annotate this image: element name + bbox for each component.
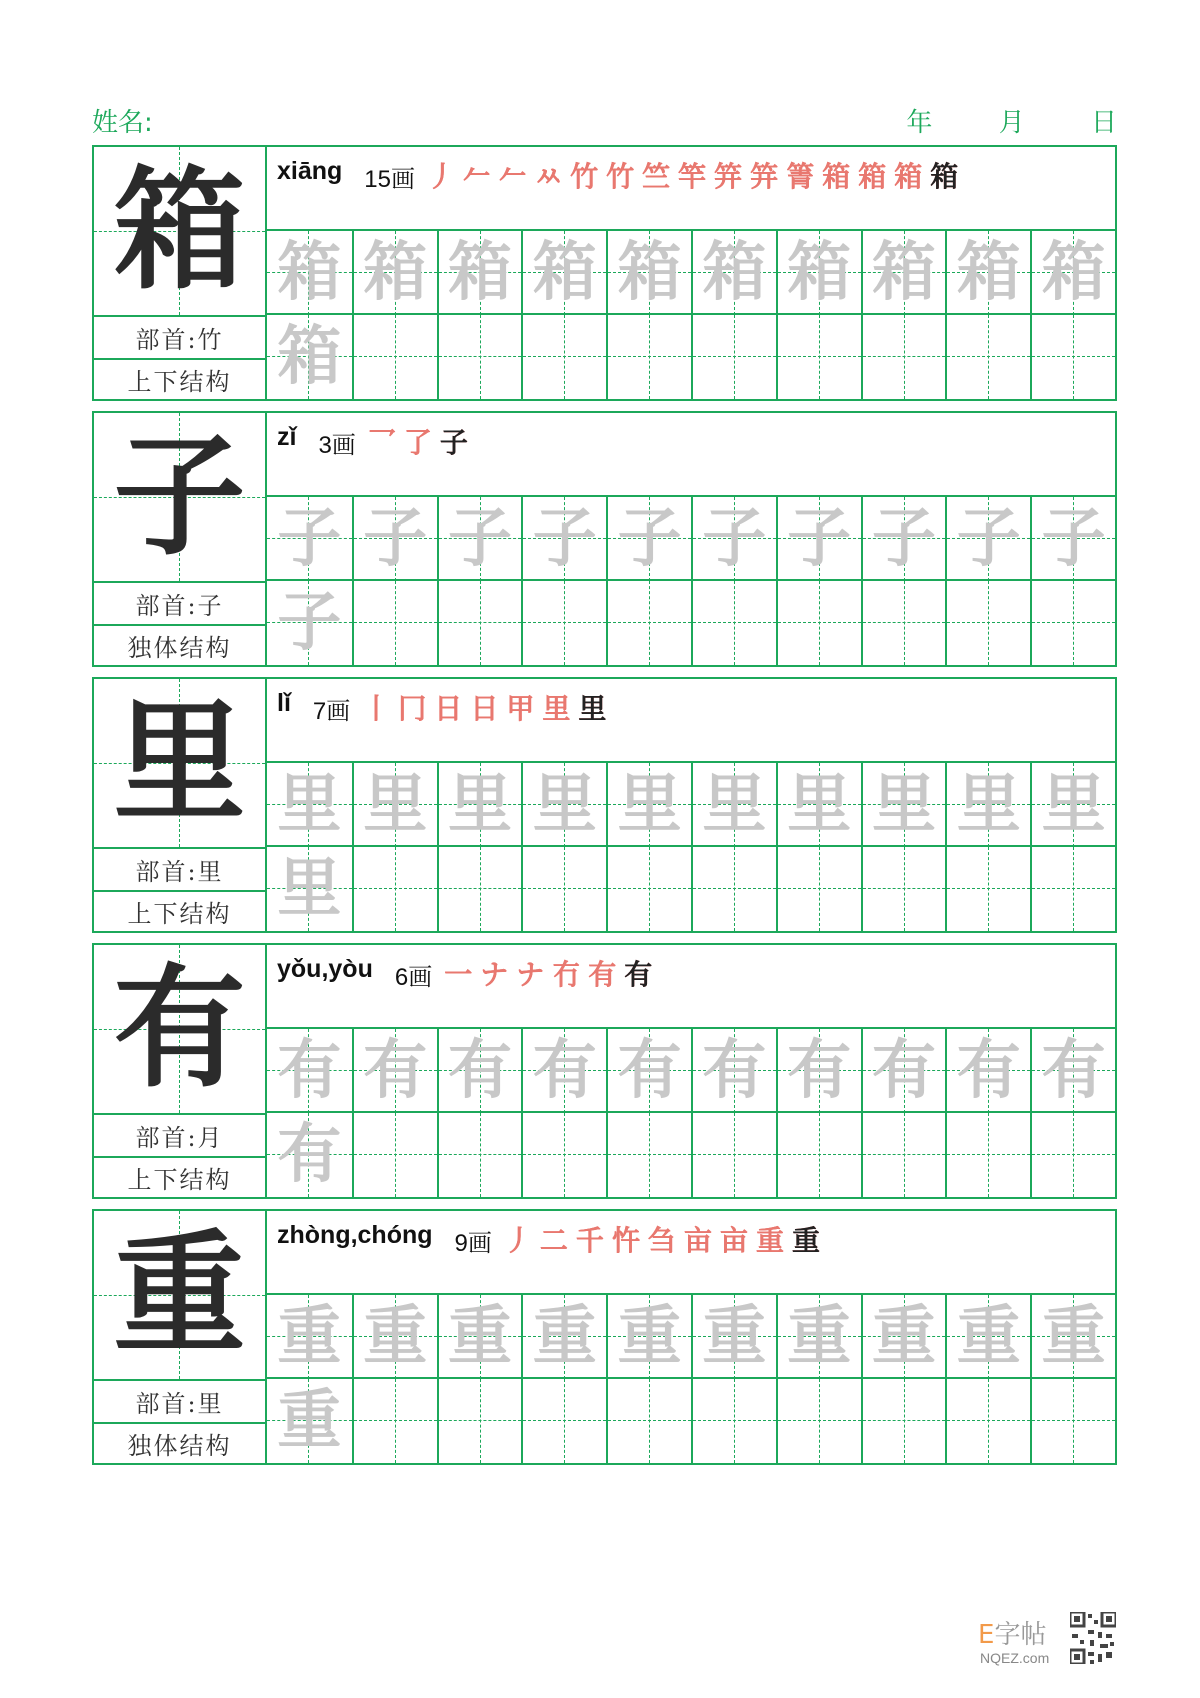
practice-row: [267, 1029, 1115, 1113]
trace-character: 里: [277, 851, 342, 926]
practice-row: [267, 1113, 1115, 1197]
practice-cell[interactable]: [861, 1113, 946, 1197]
model-character-box: [94, 413, 265, 583]
trace-character: 子: [363, 501, 428, 576]
trace-character: 重: [447, 1299, 512, 1374]
stroke-step: 竹: [570, 160, 599, 193]
practice-cell[interactable]: [776, 231, 861, 315]
trace-character: 有: [277, 1033, 342, 1108]
practice-cell[interactable]: [691, 1029, 776, 1113]
practice-row: [267, 1379, 1115, 1463]
practice-cell[interactable]: [606, 231, 691, 315]
stroke-step: 丿: [427, 160, 456, 193]
practice-cell[interactable]: [437, 231, 522, 315]
practice-cell[interactable]: [352, 847, 437, 931]
practice-cell[interactable]: [267, 315, 352, 399]
stroke-step: 箱: [858, 160, 887, 193]
practice-cell[interactable]: [691, 1379, 776, 1463]
practice-cell[interactable]: [861, 1379, 946, 1463]
pinyin-text: yǒu,yòu: [277, 955, 373, 983]
practice-cell[interactable]: [521, 847, 606, 931]
model-character: 箱: [113, 153, 246, 308]
trace-character: 子: [956, 501, 1021, 576]
stroke-order: [368, 421, 468, 461]
stroke-step: 里: [542, 692, 571, 725]
model-character: 里: [113, 685, 246, 840]
stroke-step: 重: [792, 1224, 821, 1257]
practice-cell[interactable]: [606, 1295, 691, 1379]
practice-cell[interactable]: [267, 763, 352, 847]
radical-label: 部首:竹: [94, 317, 265, 360]
trace-character: 箱: [617, 235, 682, 310]
page-header: [92, 102, 1117, 142]
model-character-box: [94, 945, 265, 1115]
stroke-count: 7画: [312, 698, 351, 725]
stroke-step: 日: [470, 692, 499, 725]
trace-character: 有: [447, 1033, 512, 1108]
stroke-step: 笄: [714, 160, 743, 193]
character-block: [92, 145, 1117, 401]
pinyin-row: [267, 413, 1115, 497]
practice-cell[interactable]: [776, 1379, 861, 1463]
practice-cell[interactable]: [691, 763, 776, 847]
trace-character: 里: [532, 767, 597, 842]
stroke-step: 丿: [503, 1224, 532, 1257]
practice-cell[interactable]: [861, 581, 946, 665]
trace-character: 箱: [277, 319, 342, 394]
practice-cell[interactable]: [437, 497, 522, 581]
stroke-step: 一: [444, 958, 473, 991]
stroke-count: 6画: [394, 964, 433, 991]
practice-cell[interactable]: [437, 1295, 522, 1379]
stroke-step: ㅆ: [535, 160, 563, 193]
trace-character: 重: [617, 1299, 682, 1374]
practice-cell[interactable]: [776, 315, 861, 399]
practice-cell[interactable]: [352, 497, 437, 581]
practice-cell[interactable]: [352, 315, 437, 399]
practice-cell[interactable]: [606, 1379, 691, 1463]
stroke-step: 亩: [719, 1224, 748, 1257]
stroke-count: 15画: [364, 166, 415, 193]
practice-cell[interactable]: [437, 315, 522, 399]
practice-cell[interactable]: [437, 763, 522, 847]
pinyin-row: [267, 679, 1115, 763]
practice-cell[interactable]: [267, 847, 352, 931]
practice-cell[interactable]: [691, 1295, 776, 1379]
structure-label: 上下结构: [127, 368, 232, 396]
stroke-step: 忤: [611, 1224, 640, 1257]
practice-cell[interactable]: [776, 581, 861, 665]
structure-label: 独体结构: [127, 634, 232, 662]
practice-cell[interactable]: [606, 1029, 691, 1113]
practice-row: [267, 231, 1115, 315]
stroke-step: 重: [756, 1224, 785, 1257]
trace-character: 里: [956, 767, 1021, 842]
practice-cell[interactable]: [606, 315, 691, 399]
practice-cell[interactable]: [1030, 497, 1115, 581]
stroke-step: 子: [439, 426, 468, 459]
practice-cell[interactable]: [1030, 847, 1115, 931]
practice-area: [267, 679, 1115, 931]
model-character-box: [94, 147, 265, 317]
stroke-step: 箱: [930, 160, 959, 193]
trace-character: 箱: [532, 235, 597, 310]
model-character-box: [94, 679, 265, 849]
pinyin-row: [267, 1211, 1115, 1295]
character-block: [92, 943, 1117, 1199]
stroke-step: 冇: [552, 958, 581, 991]
practice-area: [267, 147, 1115, 399]
radical-label: 部首:子: [94, 583, 265, 626]
trace-character: 箱: [277, 235, 342, 310]
character-panel: [94, 147, 267, 399]
practice-cell[interactable]: [352, 763, 437, 847]
trace-character: 子: [447, 501, 512, 576]
trace-character: 里: [277, 767, 342, 842]
practice-cell[interactable]: [437, 581, 522, 665]
practice-cell[interactable]: [437, 1113, 522, 1197]
practice-cell[interactable]: [437, 847, 522, 931]
practice-cell[interactable]: [776, 763, 861, 847]
brand-logo: E字帖: [978, 1620, 1047, 1650]
trace-character: 有: [532, 1033, 597, 1108]
trace-character: 有: [1041, 1033, 1106, 1108]
stroke-count: 9画: [454, 1230, 492, 1257]
trace-character: 子: [787, 501, 852, 576]
practice-cell[interactable]: [776, 1029, 861, 1113]
trace-character: 箱: [702, 235, 767, 310]
trace-character: 箱: [363, 235, 428, 310]
character-block: [92, 677, 1117, 933]
stroke-step: ナ: [480, 958, 509, 991]
practice-cell[interactable]: [352, 581, 437, 665]
pinyin-row: [267, 945, 1115, 1029]
stroke-step: 甲: [506, 692, 535, 725]
trace-character: 有: [617, 1033, 682, 1108]
practice-cell[interactable]: [1030, 315, 1115, 399]
stroke-step: 亩: [683, 1224, 712, 1257]
trace-character: 有: [702, 1033, 767, 1108]
practice-cell[interactable]: [521, 497, 606, 581]
practice-cell[interactable]: [606, 847, 691, 931]
practice-cell[interactable]: [352, 231, 437, 315]
practice-cell[interactable]: [521, 581, 606, 665]
trace-character: 子: [532, 501, 597, 576]
practice-cell[interactable]: [521, 1029, 606, 1113]
practice-cell[interactable]: [945, 1029, 1030, 1113]
practice-cell[interactable]: [267, 1029, 352, 1113]
practice-cell[interactable]: [945, 763, 1030, 847]
trace-character: 重: [1041, 1299, 1106, 1374]
stroke-step: 日: [434, 692, 463, 725]
practice-cell[interactable]: [861, 1295, 946, 1379]
practice-cell[interactable]: [1030, 1029, 1115, 1113]
practice-cell[interactable]: [1030, 1379, 1115, 1463]
stroke-step: 竹: [606, 160, 635, 193]
practice-cell[interactable]: [521, 1295, 606, 1379]
practice-cell[interactable]: [1030, 1113, 1115, 1197]
practice-cell[interactable]: [1030, 231, 1115, 315]
trace-character: 子: [277, 585, 342, 660]
trace-character: 有: [787, 1033, 852, 1108]
model-character: 重: [113, 1217, 246, 1372]
pinyin-text: zhòng,chóng: [277, 1221, 433, 1249]
practice-cell[interactable]: [945, 231, 1030, 315]
practice-cell[interactable]: [945, 315, 1030, 399]
practice-row: [267, 763, 1115, 847]
practice-cell[interactable]: [776, 1113, 861, 1197]
footer-logo: [978, 1610, 1118, 1670]
stroke-step: 乛: [367, 426, 396, 459]
trace-character: 箱: [871, 235, 936, 310]
stroke-step: 有: [624, 958, 653, 991]
practice-cell[interactable]: [352, 1295, 437, 1379]
character-panel: [94, 945, 267, 1197]
practice-cell[interactable]: [1030, 581, 1115, 665]
structure-label: 独体结构: [127, 1432, 232, 1460]
stroke-step: ナ: [516, 958, 545, 991]
practice-cell[interactable]: [267, 231, 352, 315]
stroke-step: 刍: [647, 1224, 676, 1257]
year-label: 年: [906, 108, 933, 138]
practice-row: [267, 315, 1115, 399]
practice-cell[interactable]: [776, 847, 861, 931]
trace-character: 重: [277, 1383, 342, 1458]
stroke-step: 箱: [894, 160, 923, 193]
pinyin-row: [267, 147, 1115, 231]
practice-cell[interactable]: [945, 497, 1030, 581]
site-label: NQEZ.com: [980, 1650, 1050, 1666]
practice-cell[interactable]: [691, 847, 776, 931]
stroke-order: [444, 953, 652, 993]
practice-cell[interactable]: [861, 763, 946, 847]
practice-cell[interactable]: [861, 231, 946, 315]
radical-label: 部首:里: [94, 849, 265, 892]
practice-row: [267, 497, 1115, 581]
practice-cell[interactable]: [691, 497, 776, 581]
trace-character: 子: [702, 501, 767, 576]
model-character: 子: [113, 419, 246, 574]
pinyin-text: lǐ: [277, 689, 291, 717]
practice-cell[interactable]: [861, 315, 946, 399]
practice-area: [267, 1211, 1115, 1463]
trace-character: 里: [617, 767, 682, 842]
trace-character: 重: [956, 1299, 1021, 1374]
practice-cell[interactable]: [945, 1295, 1030, 1379]
model-character-box: [94, 1211, 265, 1381]
trace-character: 子: [1041, 501, 1106, 576]
stroke-step: 千: [575, 1224, 604, 1257]
practice-row: [267, 847, 1115, 931]
stroke-step: 笄: [750, 160, 779, 193]
stroke-step: 丨: [362, 692, 391, 725]
trace-character: 箱: [956, 235, 1021, 310]
name-label: 姓名:: [92, 108, 153, 138]
practice-cell[interactable]: [267, 1295, 352, 1379]
stroke-step: 𠂉: [463, 160, 492, 193]
practice-cell[interactable]: [437, 1029, 522, 1113]
day-label: 日: [1090, 108, 1117, 138]
practice-area: [267, 945, 1115, 1197]
model-character: 有: [113, 951, 246, 1106]
practice-cell[interactable]: [776, 1295, 861, 1379]
stroke-step: 了: [403, 426, 432, 459]
practice-cell[interactable]: [606, 763, 691, 847]
character-block: [92, 411, 1117, 667]
practice-cell[interactable]: [437, 1379, 522, 1463]
trace-character: 重: [871, 1299, 936, 1374]
practice-cell[interactable]: [861, 497, 946, 581]
trace-character: 箱: [787, 235, 852, 310]
trace-character: 箱: [447, 235, 512, 310]
stroke-step: 二: [539, 1224, 568, 1257]
practice-cell[interactable]: [606, 1113, 691, 1197]
trace-character: 里: [787, 767, 852, 842]
practice-cell[interactable]: [267, 581, 352, 665]
pinyin-text: zǐ: [277, 423, 297, 451]
stroke-step: 箐: [786, 160, 815, 193]
structure-label: 上下结构: [127, 900, 232, 928]
stroke-step: 箱: [822, 160, 851, 193]
stroke-step: 𠂉: [499, 160, 528, 193]
practice-cell[interactable]: [352, 1379, 437, 1463]
trace-character: 子: [871, 501, 936, 576]
practice-cell[interactable]: [691, 1113, 776, 1197]
practice-cell[interactable]: [861, 847, 946, 931]
pinyin-text: xiāng: [277, 157, 343, 185]
trace-character: 有: [363, 1033, 428, 1108]
trace-character: 重: [787, 1299, 852, 1374]
stroke-order: [362, 687, 606, 727]
practice-cell[interactable]: [521, 763, 606, 847]
trace-character: 子: [277, 501, 342, 576]
stroke-order: [427, 155, 958, 195]
trace-character: 里: [447, 767, 512, 842]
practice-cell[interactable]: [521, 231, 606, 315]
practice-cell[interactable]: [691, 315, 776, 399]
practice-cell[interactable]: [1030, 763, 1115, 847]
character-panel: [94, 413, 267, 665]
stroke-step: 有: [588, 958, 617, 991]
trace-character: 里: [1041, 767, 1106, 842]
trace-character: 有: [277, 1117, 342, 1192]
stroke-step: 竺: [642, 160, 671, 193]
trace-character: 里: [871, 767, 936, 842]
trace-character: 有: [871, 1033, 936, 1108]
stroke-step: 竿: [678, 160, 707, 193]
practice-cell[interactable]: [861, 1029, 946, 1113]
practice-cell[interactable]: [267, 1379, 352, 1463]
practice-cell[interactable]: [267, 1113, 352, 1197]
stroke-step: 里: [578, 692, 607, 725]
month-label: 月: [998, 108, 1025, 138]
character-block: [92, 1209, 1117, 1465]
practice-cell[interactable]: [521, 315, 606, 399]
date-field: [848, 102, 1117, 139]
practice-cell[interactable]: [521, 1113, 606, 1197]
practice-row: [267, 581, 1115, 665]
practice-cell[interactable]: [352, 1113, 437, 1197]
practice-cell[interactable]: [352, 1029, 437, 1113]
practice-row: [267, 1295, 1115, 1379]
stroke-count: 3画: [318, 432, 356, 459]
practice-cell[interactable]: [945, 847, 1030, 931]
trace-character: 重: [363, 1299, 428, 1374]
stroke-step: 冂: [398, 692, 427, 725]
radical-label: 部首:月: [94, 1115, 265, 1158]
practice-cell[interactable]: [691, 581, 776, 665]
practice-cell[interactable]: [521, 1379, 606, 1463]
trace-character: 重: [702, 1299, 767, 1374]
trace-character: 重: [532, 1299, 597, 1374]
qr-code-icon: [1070, 1612, 1116, 1664]
character-panel: [94, 1211, 267, 1463]
trace-character: 里: [702, 767, 767, 842]
practice-cell[interactable]: [267, 497, 352, 581]
trace-character: 重: [277, 1299, 342, 1374]
structure-label: 上下结构: [127, 1166, 232, 1194]
trace-character: 有: [956, 1033, 1021, 1108]
practice-cell[interactable]: [606, 497, 691, 581]
trace-character: 子: [617, 501, 682, 576]
practice-cell[interactable]: [1030, 1295, 1115, 1379]
character-panel: [94, 679, 267, 931]
trace-character: 里: [363, 767, 428, 842]
practice-cell[interactable]: [945, 581, 1030, 665]
practice-cell[interactable]: [945, 1113, 1030, 1197]
practice-cell[interactable]: [776, 497, 861, 581]
practice-area: [267, 413, 1115, 665]
practice-cell[interactable]: [945, 1379, 1030, 1463]
radical-label: 部首:里: [94, 1381, 265, 1424]
trace-character: 箱: [1041, 235, 1106, 310]
practice-cell[interactable]: [691, 231, 776, 315]
practice-cell[interactable]: [606, 581, 691, 665]
stroke-order: [504, 1219, 820, 1259]
